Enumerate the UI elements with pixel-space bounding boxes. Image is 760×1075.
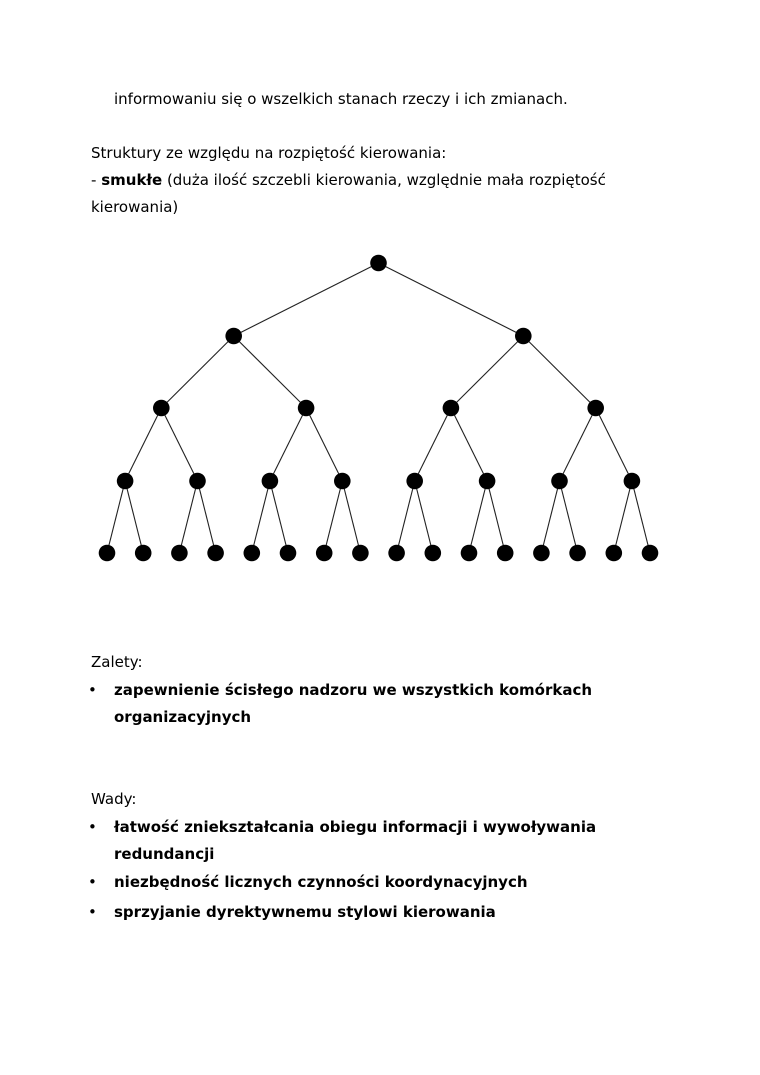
tree-node [153,400,170,417]
tree-node [624,473,641,490]
advantages-heading: Zalety: [91,653,143,671]
tree-node [479,473,496,490]
tree-node [461,545,478,562]
disadvantage-item: niezbędność licznych czynności koordynacyjnych [114,873,528,891]
tree-node [606,545,623,562]
advantage-bullet: • [88,681,97,699]
tree-node [425,545,442,562]
tree-edges [107,263,650,553]
disadvantage-item: sprzyjanie dyrektywnemu stylowi kierowania [114,903,496,921]
tree-node [334,473,351,490]
disadvantage-item: łatwość zniekształcania obiegu informacji i wywoływania [114,818,597,836]
tree-edge [342,481,360,553]
tree-edge [161,336,233,408]
disadvantage-bullet: • [88,873,97,891]
definition-dash: - [91,171,97,189]
tree-edge [107,481,125,553]
section-heading: Struktury ze względu na rozpiętość kierowania: [91,144,447,162]
tree-node [569,545,586,562]
tree-edge [415,481,433,553]
tree-node [642,545,659,562]
tree-edge [306,408,342,481]
tree-node [406,473,423,490]
tree-node [225,328,242,345]
tree-node [244,545,261,562]
tree-edge [469,481,487,553]
tree-node [99,545,116,562]
tree-edge [161,408,197,481]
tree-edge [379,263,524,336]
tree-edge [198,481,216,553]
definition-description: (duża ilość szczebli kierowania, względnie mała rozpiętość [166,171,606,189]
intro-text: informowaniu się o wszelkich stanach rzeczy i ich zmianach. [114,90,568,108]
tree-node [352,545,369,562]
definition-term: smukłe [101,171,163,189]
disadvantage-item-cont: redundancji [114,845,215,863]
tree-edge [324,481,342,553]
tree-node [117,473,134,490]
tree-node [515,328,532,345]
tree-node [316,545,333,562]
tree-node [171,545,188,562]
tree-node [497,545,514,562]
tree-edge [252,481,270,553]
disadvantages-heading: Wady: [91,790,137,808]
tree-node [388,545,405,562]
tree-edge [541,481,559,553]
tree-node [207,545,224,562]
tree-edge [397,481,415,553]
tree-node [189,473,206,490]
disadvantage-bullet: • [88,818,97,836]
tree-nodes [99,255,659,562]
tree-edge [234,336,306,408]
tree-edge [487,481,505,553]
tree-edge [523,336,595,408]
tree-node [262,473,279,490]
tree-edge [596,408,632,481]
tree-node [551,473,568,490]
definition-description-cont: kierowania) [91,198,179,216]
tree-edge [270,408,306,481]
tree-edge [451,336,523,408]
tree-node [587,400,604,417]
tree-edge [560,481,578,553]
tree-root-node [370,255,387,272]
tree-edge [415,408,451,481]
tree-node [280,545,297,562]
tree-edge [125,408,161,481]
tree-edge [270,481,288,553]
advantage-item-cont: organizacyjnych [114,708,252,726]
tree-node [135,545,152,562]
tree-edge [234,263,379,336]
tree-edge [125,481,143,553]
disadvantage-bullet: • [88,903,97,921]
advantage-item: zapewnienie ścisłego nadzoru we wszystkich komórkach [114,681,593,699]
tree-edge [560,408,596,481]
tree-edge [179,481,197,553]
tree-edge [451,408,487,481]
tree-node [533,545,550,562]
tree-node [443,400,460,417]
tree-edge [632,481,650,553]
tree-node [298,400,315,417]
tree-edge [614,481,632,553]
